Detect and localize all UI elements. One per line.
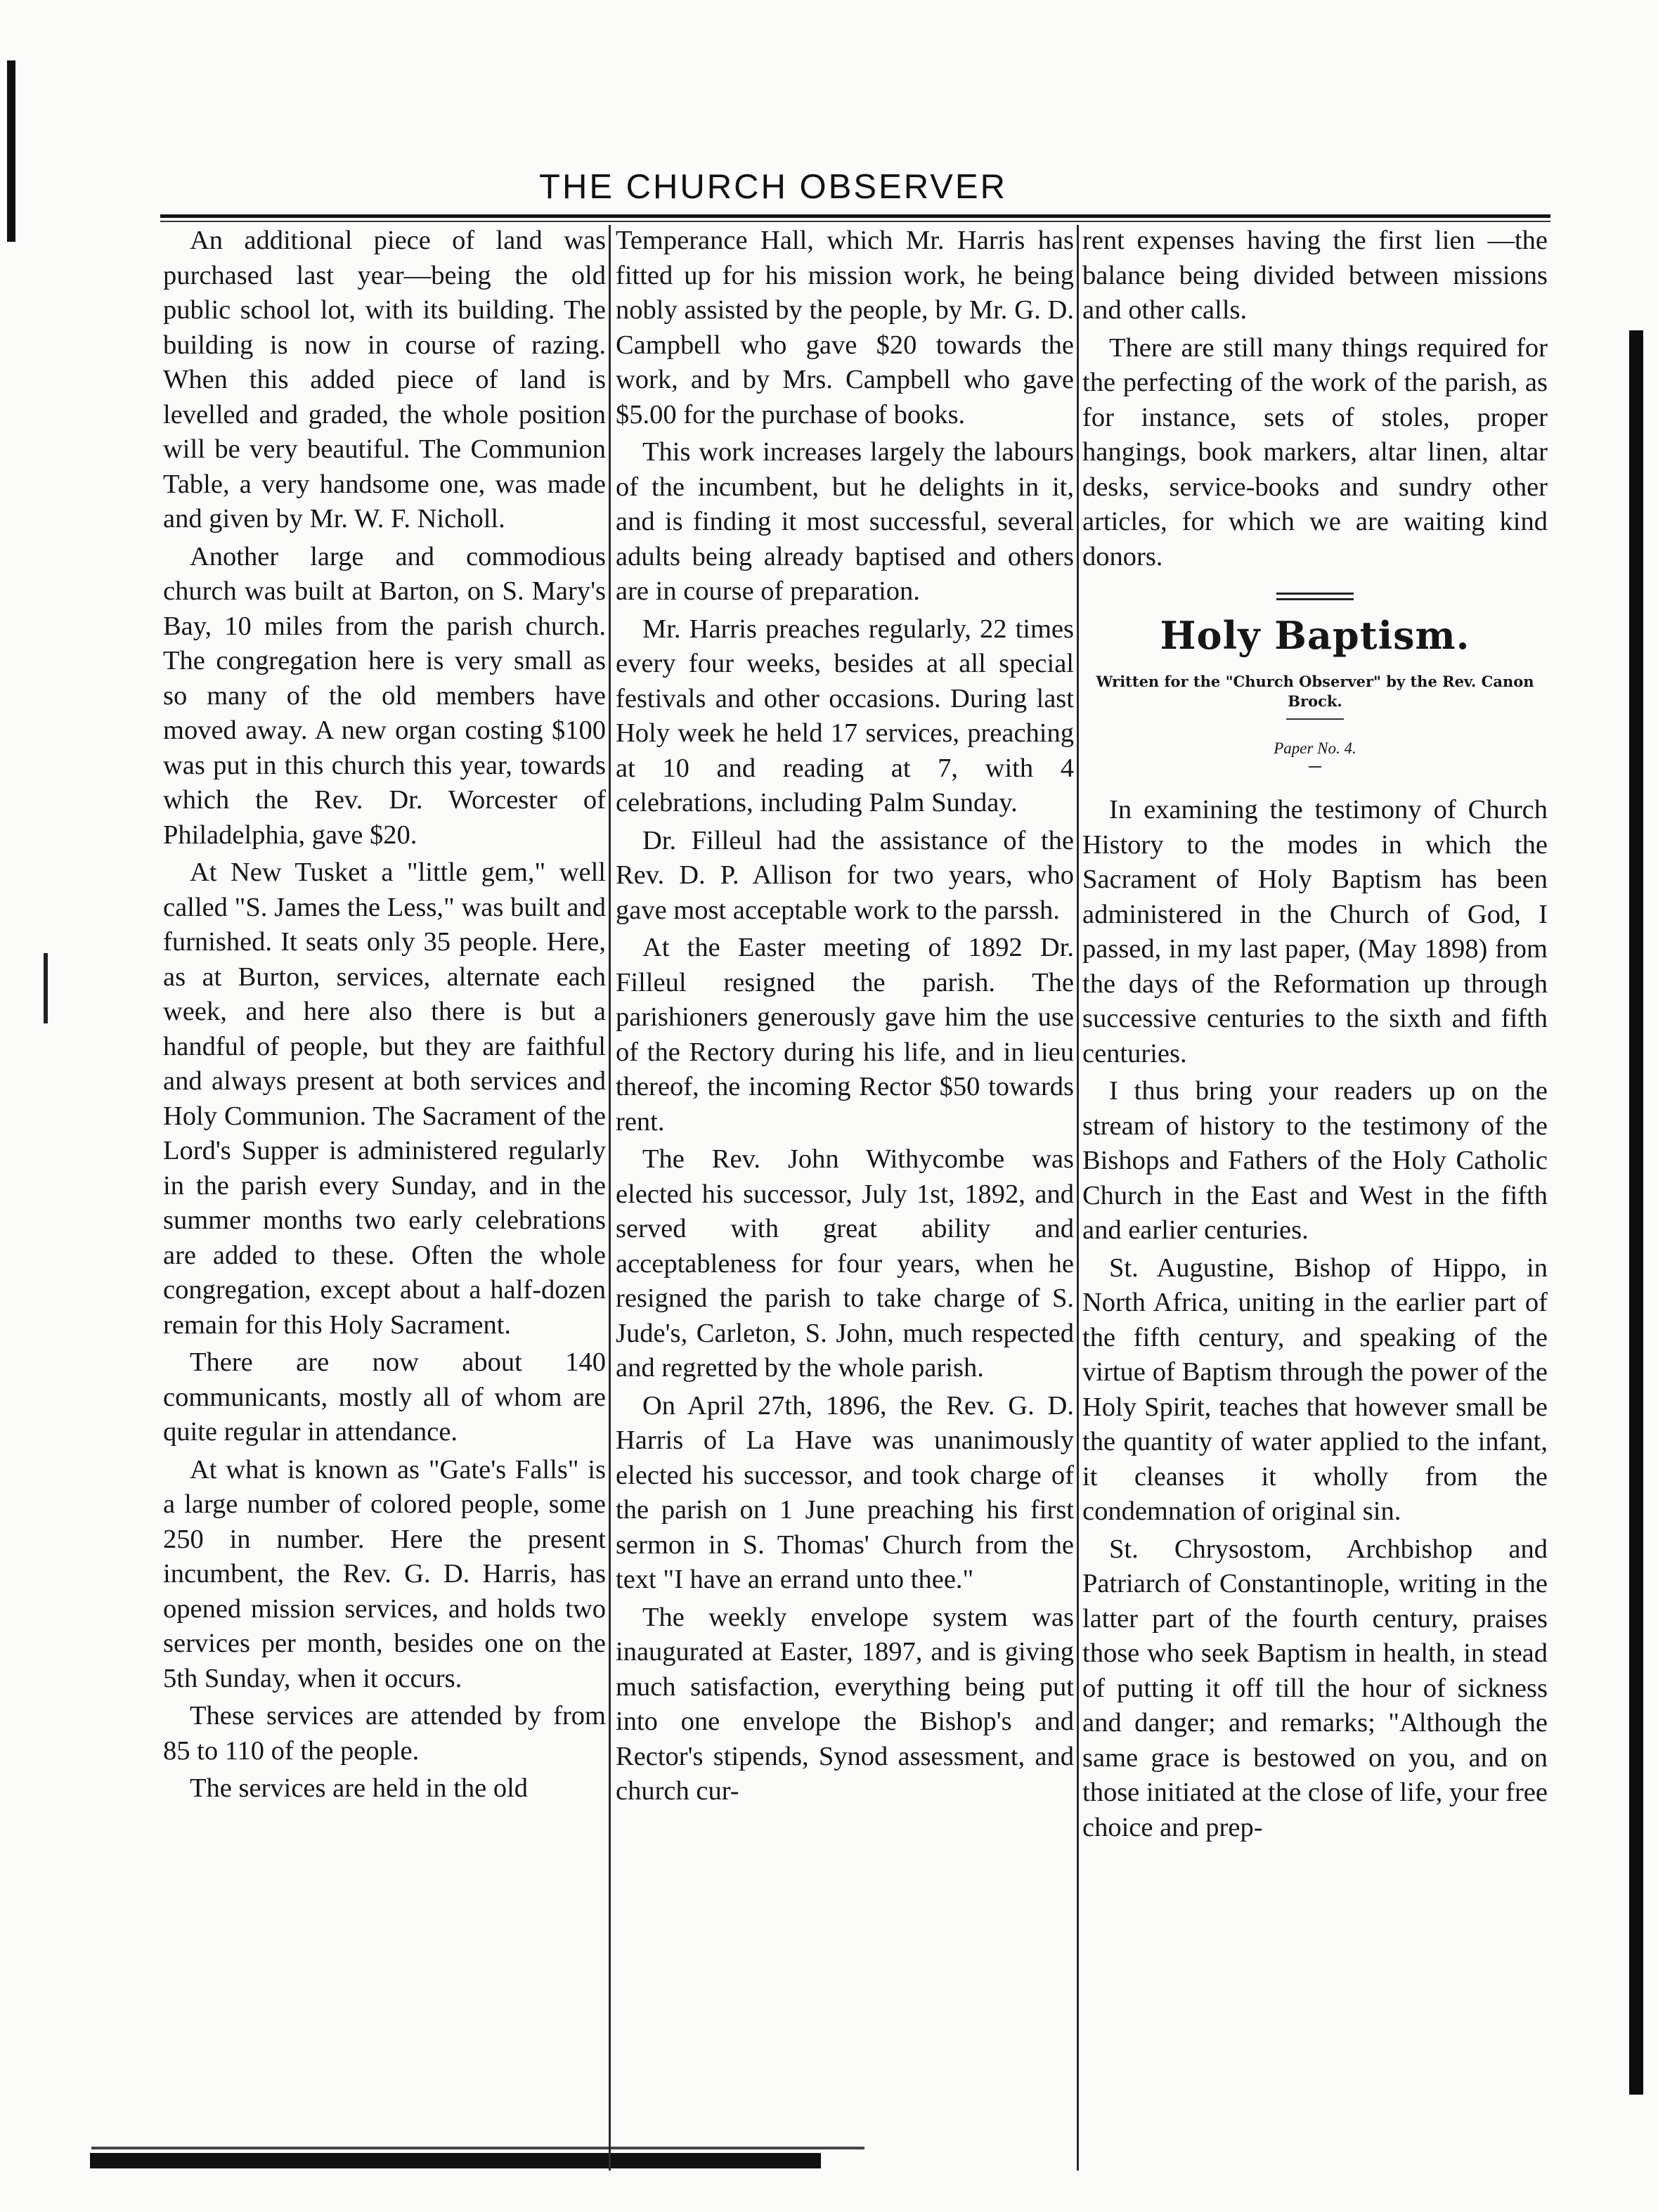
paragraph: The Rev. John Withycombe was elected his successor, July 1st, 1892, and served with great ability and acceptableness for four years, when he resigned the parish to take charge of S. Jude's, Carleton, S. John, much respected and regretted by the whole parish. [616,1144,1074,1383]
masthead-rule [160,214,1550,218]
paragraph: Temperance Hall, which Mr. Harris has fitted up for his mission work, he being nobly assisted by the people, by Mr. G. D. Campbell who gave $20 towards the work, and by Mrs. Campbell who gave $5.00 for the purchase of books. [616,226,1074,429]
column-divider [1077,225,1079,2171]
masthead-title: THE CHURCH OBSERVER [539,168,1007,206]
paragraph: Another large and commodious church was built at Barton, on S. Mary's Bay, 10 miles from the parish church. The congregation here is very small as so many of the old members have moved away. A new organ costing $100 was put in this church this year, towards which the Rev. Dr. Worcester of Philadelphia, gave $20. [163,541,606,850]
paragraph: I thus bring your readers up on the stream of history to the testimony of the Bishops and Fathers of the Holy Catholic Church in the East and West in the fifth and earlier centuries. [1082,1076,1548,1245]
paragraph: There are now about 140 communicants, mostly all of whom are quite regular in attendance. [163,1347,606,1447]
paragraph: The weekly envelope system was inaugurated at Easter, 1897, and is giving much satisfaction, everything being put into one envelope the Bishop's and Rector's stipends, Synod assessment, and church cur- [616,1602,1074,1806]
paragraph: This work increases largely the labours of the incumbent, but he delights in it, and is finding it most successful, several adults being already baptised and others are in course of preparation. [616,437,1074,606]
paragraph: On April 27th, 1896, the Rev. G. D. Harris of La Have was unanimously elected his successor, and took charge of the parish on 1 June preaching his first sermon in S. Thomas' Church from the text "I have an errand unto thee." [616,1390,1074,1594]
column-1 [163,224,606,2156]
column-2 [616,224,1074,2156]
paragraph: At the Easter meeting of 1892 Dr. Filleul resigned the parish. The parishioners generously gave him the use of the Rectory during his life, and in lieu thereof, the incoming Rector $50 towards rent. [616,933,1074,1137]
paragraph: At what is known as "Gate's Falls" is a large number of colored people, some 250 in number. Here the present incumbent, the Rev. G. D. Harris, has opened mission services, and holds two services per month, besides one on the 5th Sunday, when it occurs. [163,1454,606,1693]
paper-number: Paper No. 4. [1274,739,1356,757]
paragraph: An additional piece of land was purchased last year—being the old public school lot, with its building. The building is now in course of razing. When this added piece of land is levelled and graded, the whole position will be very beautiful. The Communion Table, a very handsome one, was made and given by Mr. W. F. Nicholl. [163,226,606,533]
paragraph: Dr. Filleul had the assistance of the Rev. D. P. Allison for two years, who gave most acceptable work to the parssh. [616,825,1074,925]
paragraph: These services are attended by from 85 to 110 of the people. [163,1701,606,1766]
masthead-rule [160,221,1550,222]
column-3 [1082,224,1548,2156]
paragraph: At New Tusket a "little gem," well called "S. James the Less," was built and furnished. It seats only 35 people. Here, as at Burton, services, alternate each week, and here also there is but a handful of people, but they are faithful and always present at both services and Holy Communion. The Sacrament of the Lord's Supper is administered regularly in the parish every Sunday, and in the summer months two early celebrations are added to these. Often the whole congregation, except about a half-dozen remain for this Holy Sacrament. [163,858,606,1340]
section-separator [1276,593,1354,600]
paragraph: The services are held in the old [190,1773,529,1803]
column-divider [609,225,611,2171]
scan-edge-mark [7,60,15,242]
paragraph: rent expenses having the first lien —the balance being divided between missions and other calls. [1082,226,1548,325]
scan-edge-mark [1629,330,1643,2095]
paragraph: Mr. Harris preaches regularly, 22 times every four weeks, besides at all special festivals and other occasions. During last Holy week he held 17 services, preaching at 10 and reading at 7, with 4 celebrations, including Palm Sunday. [616,614,1074,817]
paragraph: St. Augustine, Bishop of Hippo, in North Africa, uniting in the earlier part of the fifth century, and speaking of the virtue of Baptism through the power of the Holy Spirit, teaches that however small be the quantity of water applied to the infant, it cleanses it wholly from the condemnation of original sin. [1082,1253,1548,1526]
article-byline: Written for the "Church Observer" by the Rev. Canon Brock. [1096,673,1534,710]
scan-edge-mark [44,953,48,1023]
divider [1309,766,1321,768]
paragraph: There are still many things required for the perfecting of the work of the parish, as for instance, sets of stoles, proper hangings, book markers, altar linen, altar desks, service-books and sundry other articles, for which we are waiting kind donors. [1082,332,1548,571]
divider [1286,718,1344,720]
paragraph: St. Chrysostom, Archbishop and Patriarch of Constantinople, writing in the latter part of the fourth century, praises those who seek Baptism in health, in stead of putting it off till the hour of sickness and danger; and remarks; "Although the same grace is bestowed on you, and on those initiated at the close of life, your free choice and prep- [1082,1534,1548,1842]
paragraph: In examining the testimony of Church History to the modes in which the Sacrament of Holy Baptism has been administered in the Church of God, I passed, in my last paper, (May 1898) from the days of the Reformation up through successive centuries to the sixth and fifth centuries. [1082,795,1548,1068]
article-heading: Holy Baptism. [1160,613,1470,658]
